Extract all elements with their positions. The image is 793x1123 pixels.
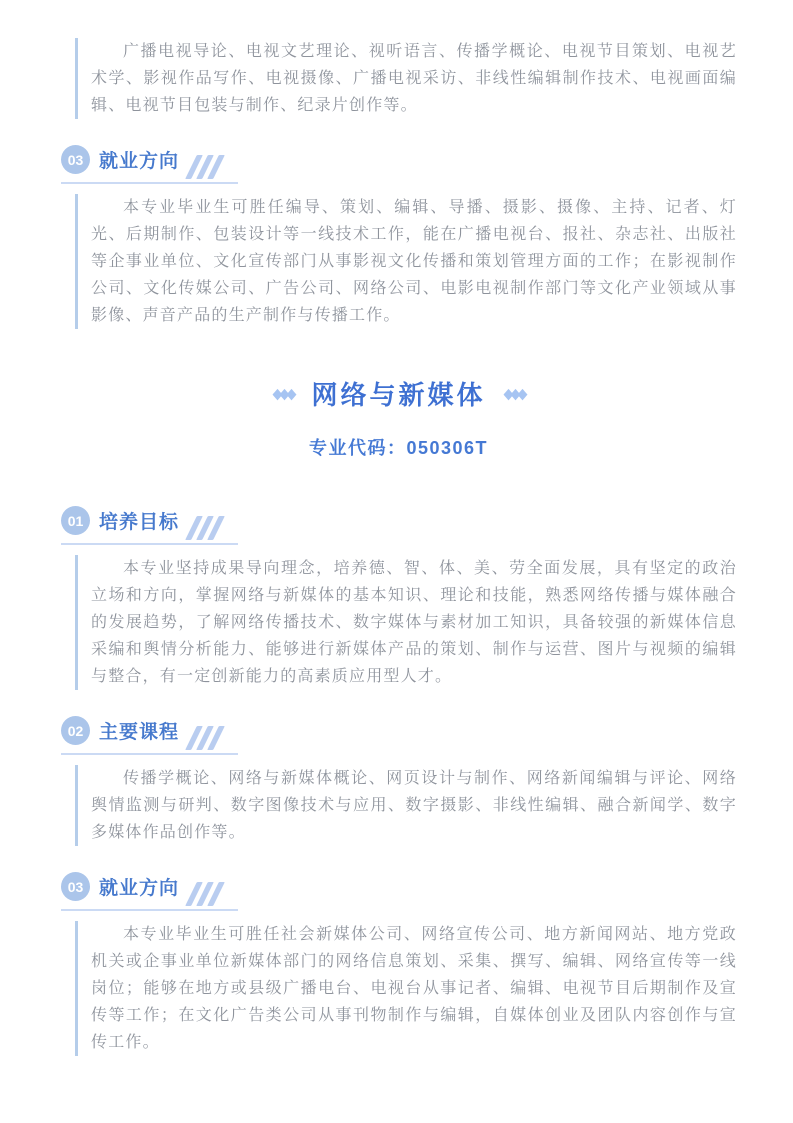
- section-number-badge: 03: [61, 145, 90, 174]
- section-title: 就业方向: [99, 151, 180, 172]
- major-title-row: [60, 375, 737, 412]
- triple-slash-icon: [191, 726, 224, 750]
- nm-employment-text: 本专业毕业生可胜任社会新媒体公司、网络宣传公司、地方新闻网站、地方党政机关或企事业单位新媒体部门的网络信息策划、采集、撰写、编辑、网络宣传等一线岗位；能够在地方或县级广播电台、电视台从事记者、编辑、电视节目后期制作及宣传等工作；在文化广告类公司从事刊物制作与编辑，自媒体创业及团队内容创作与宣传工作。: [91, 926, 737, 1051]
- section-number-badge: 03: [61, 872, 90, 901]
- section-header-training-goal: [61, 506, 238, 545]
- major-code: 专业代码：050306T: [308, 438, 489, 458]
- section-title: 培养目标: [99, 512, 180, 533]
- triple-slash-icon: [191, 882, 224, 906]
- tv-courses-text: 广播电视导论、电视文艺理论、视听语言、传播学概论、电视节目策划、电视艺术学、影视作品写作、电视摄像、广播电视采访、非线性编辑制作技术、电视画面编辑、电视节目包装与制作、纪录片创作等。: [91, 43, 737, 114]
- tv-courses-paragraph-block: [75, 38, 737, 119]
- tv-employment-text: 本专业毕业生可胜任编导、策划、编辑、导播、摄影、摄像、主持、记者、灯光、后期制作、包装设计等一线技术工作，能在广播电视台、报社、杂志社、出版社等企事业单位、文化宣传部门从事影视文化传播和策划管理方面的工作；在影视制作公司、文化传媒公司、广告公司、网络公司、电影电视制作部门等文化产业领域从事影像、声音产品的生产制作与传播工作。: [91, 199, 737, 324]
- section-header-nm-employment: [61, 872, 238, 911]
- section-title: 主要课程: [99, 722, 180, 743]
- section-title: 就业方向: [99, 878, 180, 899]
- training-goal-text: 本专业坚持成果导向理念，培养德、智、体、美、劳全面发展，具有坚定的政治立场和方向，掌握网络与新媒体的基本知识、理论和技能，熟悉网络传播与媒体融合的发展趋势，了解网络传播技术、数字媒体与素材加工知识，具备较强的新媒体信息采编和舆情分析能力、能够进行新媒体产品的策划、制作与运营、图片与视频的编辑与整合，有一定创新能力的高素质应用型人才。: [91, 560, 737, 685]
- section-header-main-courses: [61, 716, 238, 755]
- diamond-ornament-left-icon: ◆◆◆: [272, 384, 294, 402]
- major-title: 网络与新媒体: [311, 380, 486, 410]
- main-courses-text: 传播学概论、网络与新媒体概论、网页设计与制作、网络新闻编辑与评论、网络舆情监测与研判、数字图像技术与应用、数字摄影、非线性编辑、融合新闻学、数字多媒体作品创作等。: [91, 770, 737, 841]
- triple-slash-icon: [191, 155, 224, 179]
- section-number-badge: 01: [61, 506, 90, 535]
- section-header-tv-employment: [61, 145, 238, 184]
- main-courses-paragraph-block: [75, 765, 737, 846]
- training-goal-paragraph-block: [75, 555, 737, 690]
- diamond-ornament-right-icon: ◆◆◆: [503, 384, 525, 402]
- nm-employment-paragraph-block: [75, 921, 737, 1056]
- section-number-badge: 02: [61, 716, 90, 745]
- triple-slash-icon: [191, 516, 224, 540]
- tv-employment-paragraph-block: [75, 194, 737, 329]
